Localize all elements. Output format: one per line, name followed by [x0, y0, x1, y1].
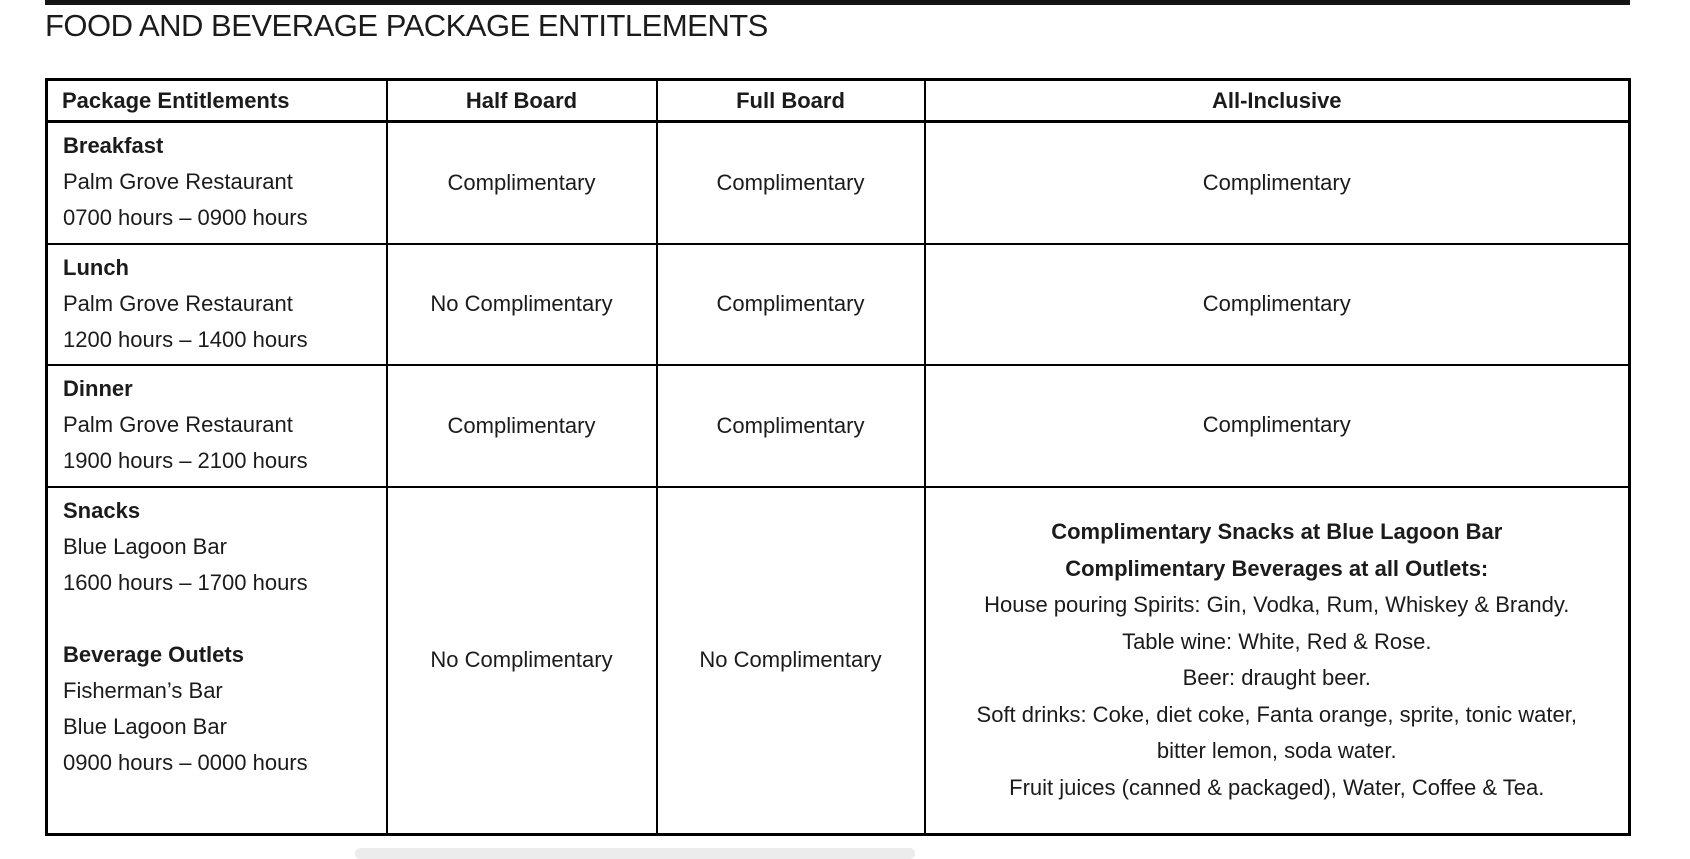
page-title: FOOD AND BEVERAGE PACKAGE ENTITLEMENTS	[45, 8, 768, 43]
table-header-row	[47, 80, 1630, 122]
dinner-entitlement-cell	[47, 365, 387, 487]
snacks-full-board-cell: No Complimentary	[657, 487, 925, 835]
cell-line: Fisherman’s Bar	[63, 677, 223, 703]
top-horizontal-rule	[45, 0, 1630, 5]
cell-line: Complimentary Snacks at Blue Lagoon Bar	[1051, 519, 1503, 545]
cell-line: Palm Grove Restaurant	[63, 169, 293, 194]
snacks-half-board-cell: No Complimentary	[387, 487, 657, 835]
lunch-all-inclusive-cell	[925, 244, 1630, 365]
cell-line: 1900 hours – 2100 hours	[63, 447, 308, 473]
dinner-all-inclusive-cell	[925, 365, 1630, 487]
table-row-lunch	[47, 244, 1630, 365]
breakfast-half-board-cell: Complimentary	[387, 122, 657, 244]
entitlements-table	[45, 78, 1631, 836]
cell-line: Palm Grove Restaurant	[63, 290, 293, 316]
cell-line: Breakfast	[63, 133, 164, 158]
cell-line: House pouring Spirits: Gin, Vodka, Rum, Whiskey & Brandy.	[984, 592, 1570, 618]
cell-line: 0900 hours – 0000 hours	[63, 749, 308, 775]
cell-line: Blue Lagoon Bar	[63, 713, 227, 739]
table-row-dinner	[47, 365, 1630, 487]
cell-line: Beer: draught beer.	[1182, 665, 1371, 691]
cell-line: Complimentary	[1202, 412, 1351, 438]
cell-line: Lunch	[63, 254, 129, 280]
breakfast-entitlement-cell	[47, 122, 387, 244]
cell-line: Complimentary Beverages at all Outlets:	[1065, 555, 1489, 581]
cell-line: Beverage Outlets	[63, 641, 244, 667]
header-package-entitlements: Package Entitlements	[47, 80, 387, 122]
cell-line: Dinner	[63, 375, 133, 401]
cell-line: Complimentary	[1202, 290, 1351, 316]
header-all-inclusive: All-Inclusive	[925, 80, 1630, 122]
cell-line: Soft drinks: Coke, diet coke, Fanta orange, sprite, tonic water, bitter lemon, soda water.	[976, 701, 1577, 764]
cell-line: Complimentary	[1202, 169, 1351, 195]
cell-line: Palm Grove Restaurant	[63, 411, 293, 437]
lunch-half-board-cell: No Complimentary	[387, 244, 657, 365]
cell-line: Snacks	[63, 497, 141, 523]
scan-shadow-artifact	[355, 848, 915, 859]
table-row-snacks-beverages	[47, 487, 1630, 835]
cell-line: Table wine: White, Red & Rose.	[1122, 628, 1432, 654]
cell-line	[63, 601, 376, 637]
dinner-half-board-cell: Complimentary	[387, 365, 657, 487]
header-full-board: Full Board	[657, 80, 925, 122]
breakfast-full-board-cell: Complimentary	[657, 122, 925, 244]
snacks-all-inclusive-cell	[925, 487, 1630, 835]
header-half-board: Half Board	[387, 80, 657, 122]
snacks-entitlement-cell	[47, 487, 387, 835]
cell-line: 1600 hours – 1700 hours	[63, 569, 308, 595]
breakfast-all-inclusive-cell	[925, 122, 1630, 244]
lunch-full-board-cell: Complimentary	[657, 244, 925, 365]
lunch-entitlement-cell	[47, 244, 387, 365]
dinner-full-board-cell: Complimentary	[657, 365, 925, 487]
cell-line: Fruit juices (canned & packaged), Water, Coffee & Tea.	[1009, 774, 1545, 800]
cell-line: Blue Lagoon Bar	[63, 533, 227, 559]
cell-line: 1200 hours – 1400 hours	[63, 326, 308, 352]
table-row-breakfast	[47, 122, 1630, 244]
cell-line: 0700 hours – 0900 hours	[63, 205, 308, 230]
